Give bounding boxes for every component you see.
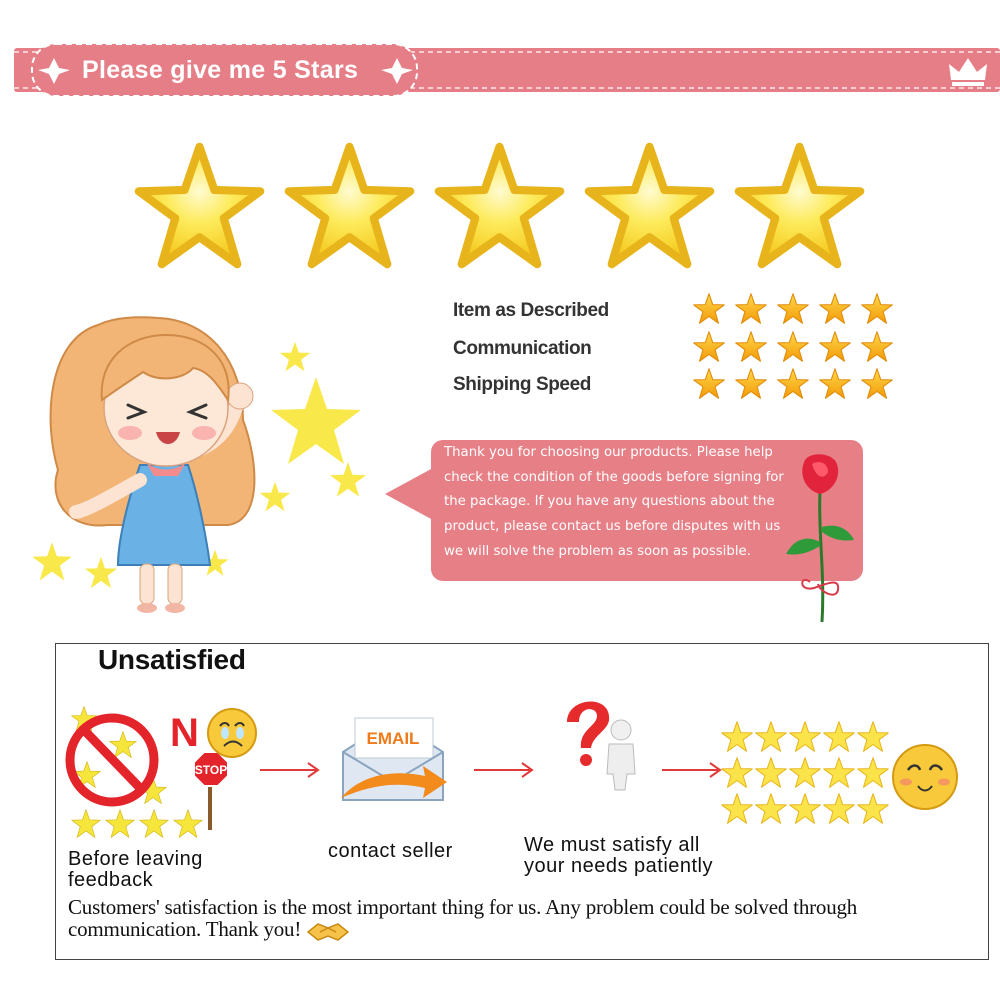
big-star-icon [289, 147, 411, 264]
yellow-star-icon [858, 758, 889, 788]
rating-label-item-described: Item as Described [453, 300, 609, 321]
rating-star-icon [862, 332, 893, 362]
rating-star-icon [820, 294, 851, 324]
yellow-star-icon [722, 722, 753, 752]
arrow-right-icon [660, 760, 725, 780]
rating-star-icon [778, 369, 809, 399]
big-star-icon [739, 147, 861, 264]
yellow-star-icon [824, 758, 855, 788]
rating-star-icon [694, 332, 725, 362]
rating-stars-communication [692, 330, 897, 364]
rating-star-icon [778, 294, 809, 324]
unsatisfied-title: Unsatisfied [98, 644, 246, 675]
arrow-right-icon [472, 760, 537, 780]
yellow-star-icon [790, 758, 821, 788]
footer-line: communication. Thank you! [68, 918, 948, 944]
rating-star-icon [820, 332, 851, 362]
big-stars-row [130, 140, 880, 275]
big-star-icon [589, 147, 711, 264]
rating-label-communication: Communication [453, 338, 592, 359]
message-line: product, please contact us before disputes with us [444, 519, 781, 535]
yellow-star-icon [790, 722, 821, 752]
footer-line: Customers' satisfaction is the most important thing for us. Any problem could be solved through [68, 895, 858, 919]
yellow-star-icon [756, 722, 787, 752]
crying-face-icon [208, 709, 256, 757]
yellow-star-icon [790, 794, 821, 824]
rating-star-icon [736, 369, 767, 399]
no-letter-label: N [170, 711, 199, 755]
thank-you-message [444, 441, 799, 565]
rating-star-icon [862, 294, 893, 324]
five-star-smiley-icon [720, 720, 960, 835]
handshake-icon [306, 918, 350, 944]
smiley-face-icon [893, 745, 957, 809]
big-star-icon [139, 147, 261, 264]
rating-star-icon [694, 369, 725, 399]
rating-star-icon [694, 294, 725, 324]
yellow-star-icon [756, 794, 787, 824]
yellow-star-icon [722, 794, 753, 824]
big-star-icon [439, 147, 561, 264]
rating-label-shipping-speed: Shipping Speed [453, 374, 591, 395]
customer-satisfaction-note [68, 897, 948, 944]
rose-icon [780, 452, 870, 627]
yellow-star-icon [858, 722, 889, 752]
step-caption-before-feedback: Before leaving feedback [68, 848, 203, 891]
yellow-star-icon [824, 722, 855, 752]
rating-star-icon [736, 294, 767, 324]
question-person-icon [557, 694, 652, 794]
rating-star-icon [736, 332, 767, 362]
message-line: the package. If you have any questions about the [444, 494, 775, 510]
rating-star-icon [862, 369, 893, 399]
message-line: we will solve the problem as soon as possible. [444, 543, 751, 559]
rating-star-icon [820, 369, 851, 399]
yellow-star-icon [722, 758, 753, 788]
email-icon [333, 712, 455, 807]
step-caption-satisfy-needs: We must satisfy all your needs patiently [524, 834, 714, 877]
message-line: check the condition of the goods before signing for [444, 469, 784, 485]
arrow-right-icon [258, 760, 323, 780]
stop-sign-label: STOP [194, 763, 228, 777]
rating-stars-item-described [692, 292, 897, 326]
yellow-star-icon [858, 794, 889, 824]
message-line: Thank you for choosing our products. Please help [444, 445, 773, 460]
yellow-star-icon [756, 758, 787, 788]
banner-title: Please give me 5 Stars [82, 56, 359, 84]
no-stars-icon [62, 700, 262, 845]
step-caption-contact-seller: contact seller [328, 840, 453, 862]
cartoon-girl-illustration [28, 300, 378, 620]
email-label: EMAIL [366, 729, 420, 748]
rating-stars-shipping-speed [692, 367, 897, 401]
yellow-star-icon [824, 794, 855, 824]
rating-star-icon [778, 332, 809, 362]
